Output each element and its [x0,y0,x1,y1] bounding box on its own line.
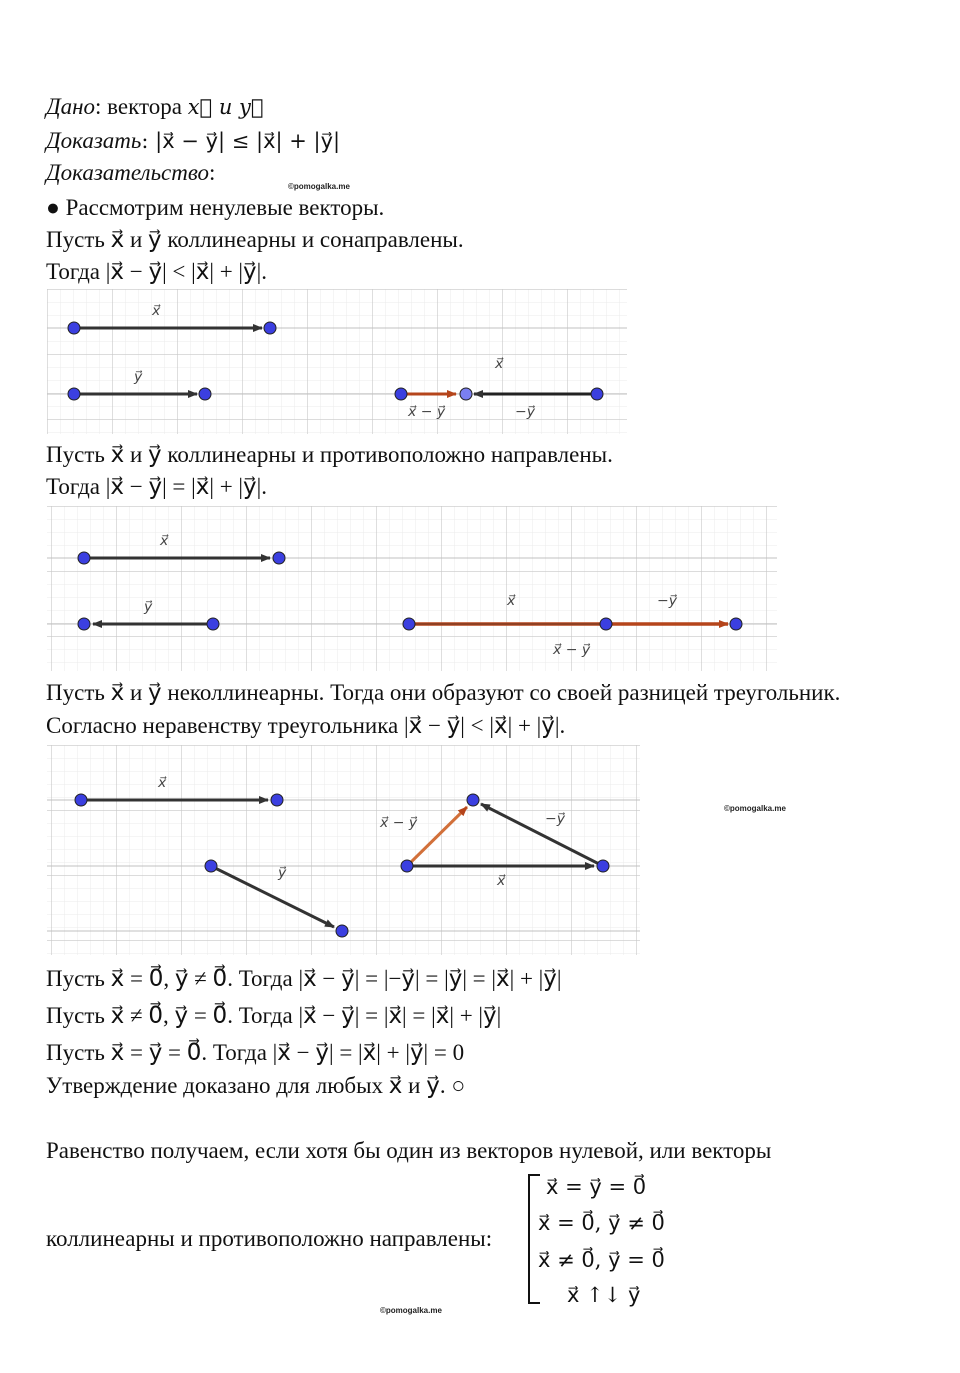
prove-label: Доказать [46,128,142,153]
proof-label: Доказательство [46,160,210,185]
zero-case-1: Пусть x⃗ = 0⃗, y⃗ ≠ 0⃗. Тогда |x⃗ − y⃗| = |−y⃗| = |y⃗| = |x⃗| + |y⃗| [46,966,562,991]
watermark: ©pomogalka.me [288,182,350,191]
label-x: x⃗ [507,593,516,609]
equality-line: Равенство получаем, если хотя бы один из векторов нулевой, или векторы [46,1138,772,1163]
given-label: Дано [46,94,96,119]
label-neg-y: −y⃗ [657,593,678,609]
point [467,794,479,806]
label-neg-y: −y⃗ [515,404,536,420]
proof-colon: : [209,160,216,185]
label-x-minus-y: x⃗ − y⃗ [408,404,446,420]
label-y: y⃗ [144,599,153,615]
label-x: x⃗ [495,356,504,372]
label-y: y⃗ [134,369,143,385]
given-math: x⃗ и y⃗ [187,95,264,119]
case2-line1: Пусть x⃗ и y⃗ коллинеарны и противоположно направлены. [46,442,613,467]
equality-case-3: x⃗ ≠ 0⃗, y⃗ = 0⃗ [538,1248,665,1272]
equality-label: коллинеарны и противоположно направлены: [46,1226,493,1251]
zero-case-2: Пусть x⃗ ≠ 0⃗, y⃗ = 0⃗. Тогда |x⃗ − y⃗| = |x⃗| = |x⃗| + |y⃗| [46,1003,502,1028]
label-x: x⃗ [152,303,161,319]
equality-case-4: x⃗ ↑↓ y⃗ [567,1283,641,1307]
case3-line1: Пусть x⃗ и y⃗ неколлинеарны. Тогда они образуют со своей разницей треугольник. [46,680,841,705]
label-neg-y: −y⃗ [545,811,566,827]
case1-line1: Пусть x⃗ и y⃗ коллинеарны и сонаправлены. [46,227,464,252]
label-y: y⃗ [278,865,287,881]
bullet-line: ● Рассмотрим ненулевые векторы. [46,195,385,220]
point [336,925,348,937]
watermark: ©pomogalka.me [724,804,786,813]
point [271,794,283,806]
equality-case-2: x⃗ = 0⃗, y⃗ ≠ 0⃗ [538,1211,665,1235]
grid-major-3 [47,745,640,955]
zero-case-3: Пусть x⃗ = y⃗ = 0⃗. Тогда |x⃗ − y⃗| = |x⃗| + |y⃗| = 0 [46,1040,465,1065]
conclusion: Утверждение доказано для любых x⃗ и y⃗. ○ [46,1073,466,1098]
label-x-minus-y: x⃗ − y⃗ [553,642,591,658]
equality-case-1: x⃗ = y⃗ = 0⃗ [546,1175,647,1199]
case2-line2: Тогда |x⃗ − y⃗| = |x⃗| + |y⃗|. [46,474,268,499]
point [75,794,87,806]
point [597,860,609,872]
point [401,860,413,872]
point [205,860,217,872]
label-x: x⃗ [160,533,169,549]
label-x-minus-y: x⃗ − y⃗ [380,815,418,831]
label-x: x⃗ [497,873,506,889]
case1-line2: Тогда |x⃗ − y⃗| < |x⃗| + |y⃗|. [46,259,268,284]
watermark: ©pomogalka.me [380,1306,442,1315]
prove-math: : |x⃗ − y⃗| ≤ |x⃗| + |y⃗| [141,129,341,153]
cases-bracket [528,1174,540,1304]
given-text: : вектора [95,94,188,119]
label-x: x⃗ [158,775,167,791]
case3-line2: Согласно неравенству треугольника |x⃗ − y⃗| < |x⃗| + |y⃗|. [46,713,566,738]
